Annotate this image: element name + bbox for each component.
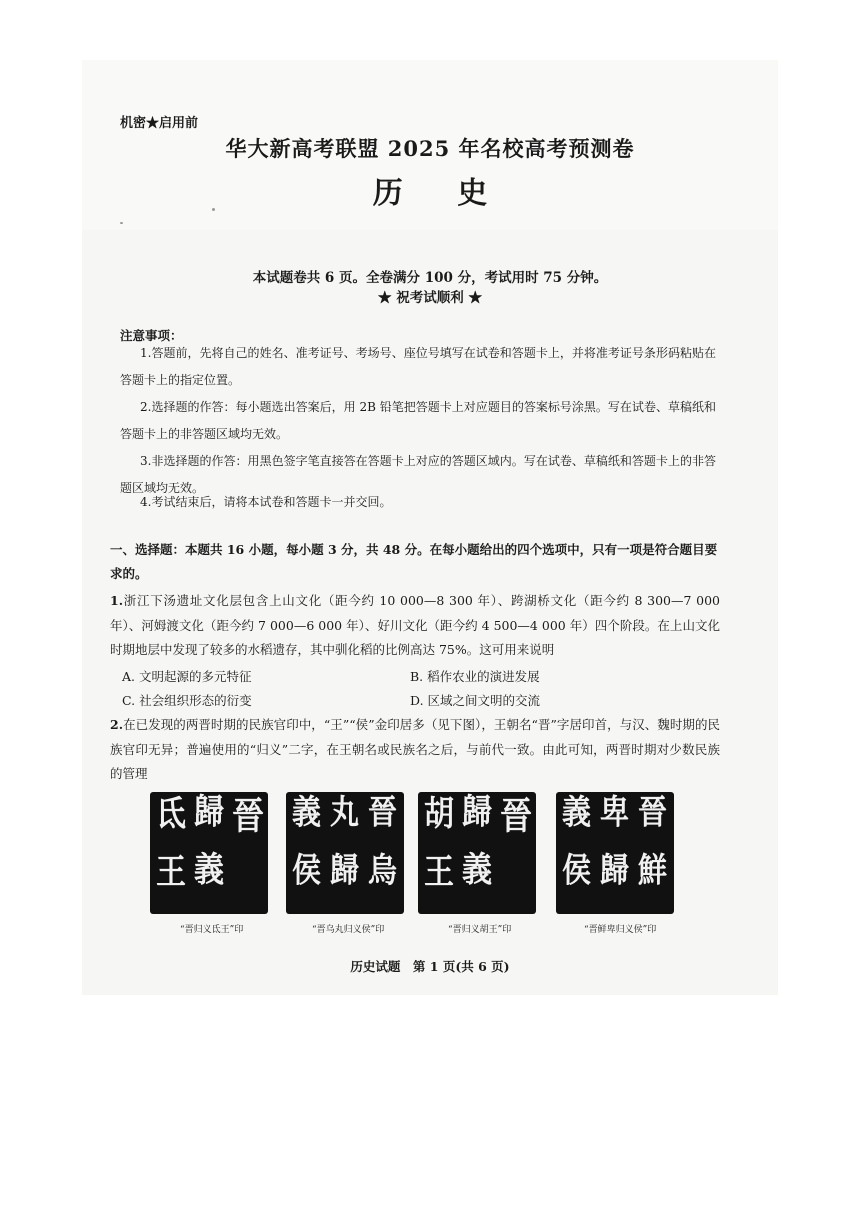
seal-caption: “晋归义氐王”印 (180, 925, 244, 935)
seal-glyph: 義 (462, 850, 492, 891)
seal-impression (556, 792, 674, 914)
seal-impression (418, 792, 536, 914)
seal-glyph: 氐 (156, 794, 186, 835)
seal-impression (286, 792, 404, 914)
seal-glyph: 卑 (600, 792, 630, 832)
seal-glyph: 鮮 (638, 850, 668, 890)
subject-title: 历 史 (372, 176, 510, 211)
good-luck-line: ★ 祝考试顺利 ★ (378, 290, 482, 306)
seal-glyph: 烏 (368, 850, 398, 890)
question-number: 1. (110, 593, 124, 608)
notice-item-3: 3.非选择题的作答：用黑色签字笔直接答在答题卡上对应的答题区域内。写在试卷、草稿纸和答题卡上的非答题区域均无效。 (120, 454, 716, 495)
seal-glyph: 歸 (462, 792, 492, 833)
option-c: C. 社会组织形态的衍变 (122, 693, 252, 708)
seal-image (556, 792, 674, 914)
section-heading: 一、选择题：本题共 16 小题，每小题 3 分，共 48 分。在每小题给出的四个选项中，只有一项是符合题目要求的。 (110, 542, 718, 581)
seal-caption: “晋鲜卑归义侯”印 (584, 925, 657, 935)
seal-image (150, 792, 268, 914)
notice-item-2: 2.选择题的作答：每小题选出答案后，用 2B 铅笔把答题卡上对应题目的答案标号涂黑。写在试卷、草稿纸和答题卡上的非答题区域均无效。 (120, 400, 716, 441)
seal-glyph: 晉 (638, 792, 668, 832)
seal-glyph: 義 (292, 792, 322, 832)
seal-glyph: 王 (424, 852, 454, 893)
scan-speck (120, 222, 123, 224)
seal-glyph: 胡 (424, 794, 454, 835)
seal-glyph: 侯 (562, 850, 592, 890)
page-footer: 历史试题 第 1 页(共 6 页) (350, 959, 510, 974)
seal-image (418, 792, 536, 914)
seal-glyph: 侯 (292, 850, 322, 890)
seal-image (286, 792, 404, 914)
option-a: A. 文明起源的多元特征 (122, 669, 252, 684)
seal-caption: “晋乌丸归义侯”印 (312, 925, 385, 935)
seal-glyph: 歸 (600, 850, 630, 890)
question-1 (110, 589, 720, 663)
confidential-label: 机密★启用前 (120, 116, 199, 131)
seal-glyph: 義 (194, 850, 224, 891)
seal-glyph: 晉 (232, 794, 265, 838)
exam-title: 华大新高考联盟 2025 年名校高考预测卷 (225, 136, 635, 161)
seal-glyph: 王 (156, 852, 186, 893)
seal-glyph: 歸 (330, 850, 360, 890)
seal-glyph: 晉 (368, 792, 398, 832)
seal-glyph: 晉 (500, 794, 533, 838)
question-2 (110, 713, 720, 787)
option-d: D. 区域之间文明的交流 (410, 693, 541, 708)
scan-speck (212, 208, 215, 211)
exam-info: 本试题卷共 6 页。全卷满分 100 分，考试用时 75 分钟。 (252, 270, 608, 286)
seal-impression (150, 792, 268, 914)
question-stem: 在已发现的两晋时期的民族官印中，“王”“侯”金印居多（见下图），王朝名“晋”字居印首，与汉、魏时期的民族官印无异；普遍使用的“归义”二字，在王朝名或民族名之后，与前代一致。由此可知，两晋时期对少数民族的管理 (110, 717, 720, 781)
seal-glyph: 歸 (194, 792, 224, 833)
question-stem: 浙江下汤遗址文化层包含上山文化（距今约 10 000—8 300 年）、跨湖桥文化（距今约 8 300—7 000 年）、河姆渡文化（距今约 7 000—6 000 年）、好川文化（距今约 4 500—4 000 年）四个阶段。在上山文化时期地层中发现了较多的水稻遗存，其中驯化稻的比例高达 75%。这可用来说明 (110, 593, 720, 657)
notice-item-1: 1.答题前，先将自己的姓名、准考证号、考场号、座位号填写在试卷和答题卡上，并将准考证号条形码粘贴在答题卡上的指定位置。 (120, 346, 716, 387)
seal-glyph: 義 (562, 792, 592, 832)
option-b: B. 稻作农业的演进发展 (410, 669, 540, 684)
seal-glyph: 丸 (330, 792, 360, 832)
seal-caption: “晋归义胡王”印 (448, 925, 512, 935)
notice-item-4: 4.考试结束后，请将本试卷和答题卡一并交回。 (140, 495, 392, 509)
notice-title: 注意事项： (120, 328, 183, 343)
question-number: 2. (110, 717, 124, 732)
